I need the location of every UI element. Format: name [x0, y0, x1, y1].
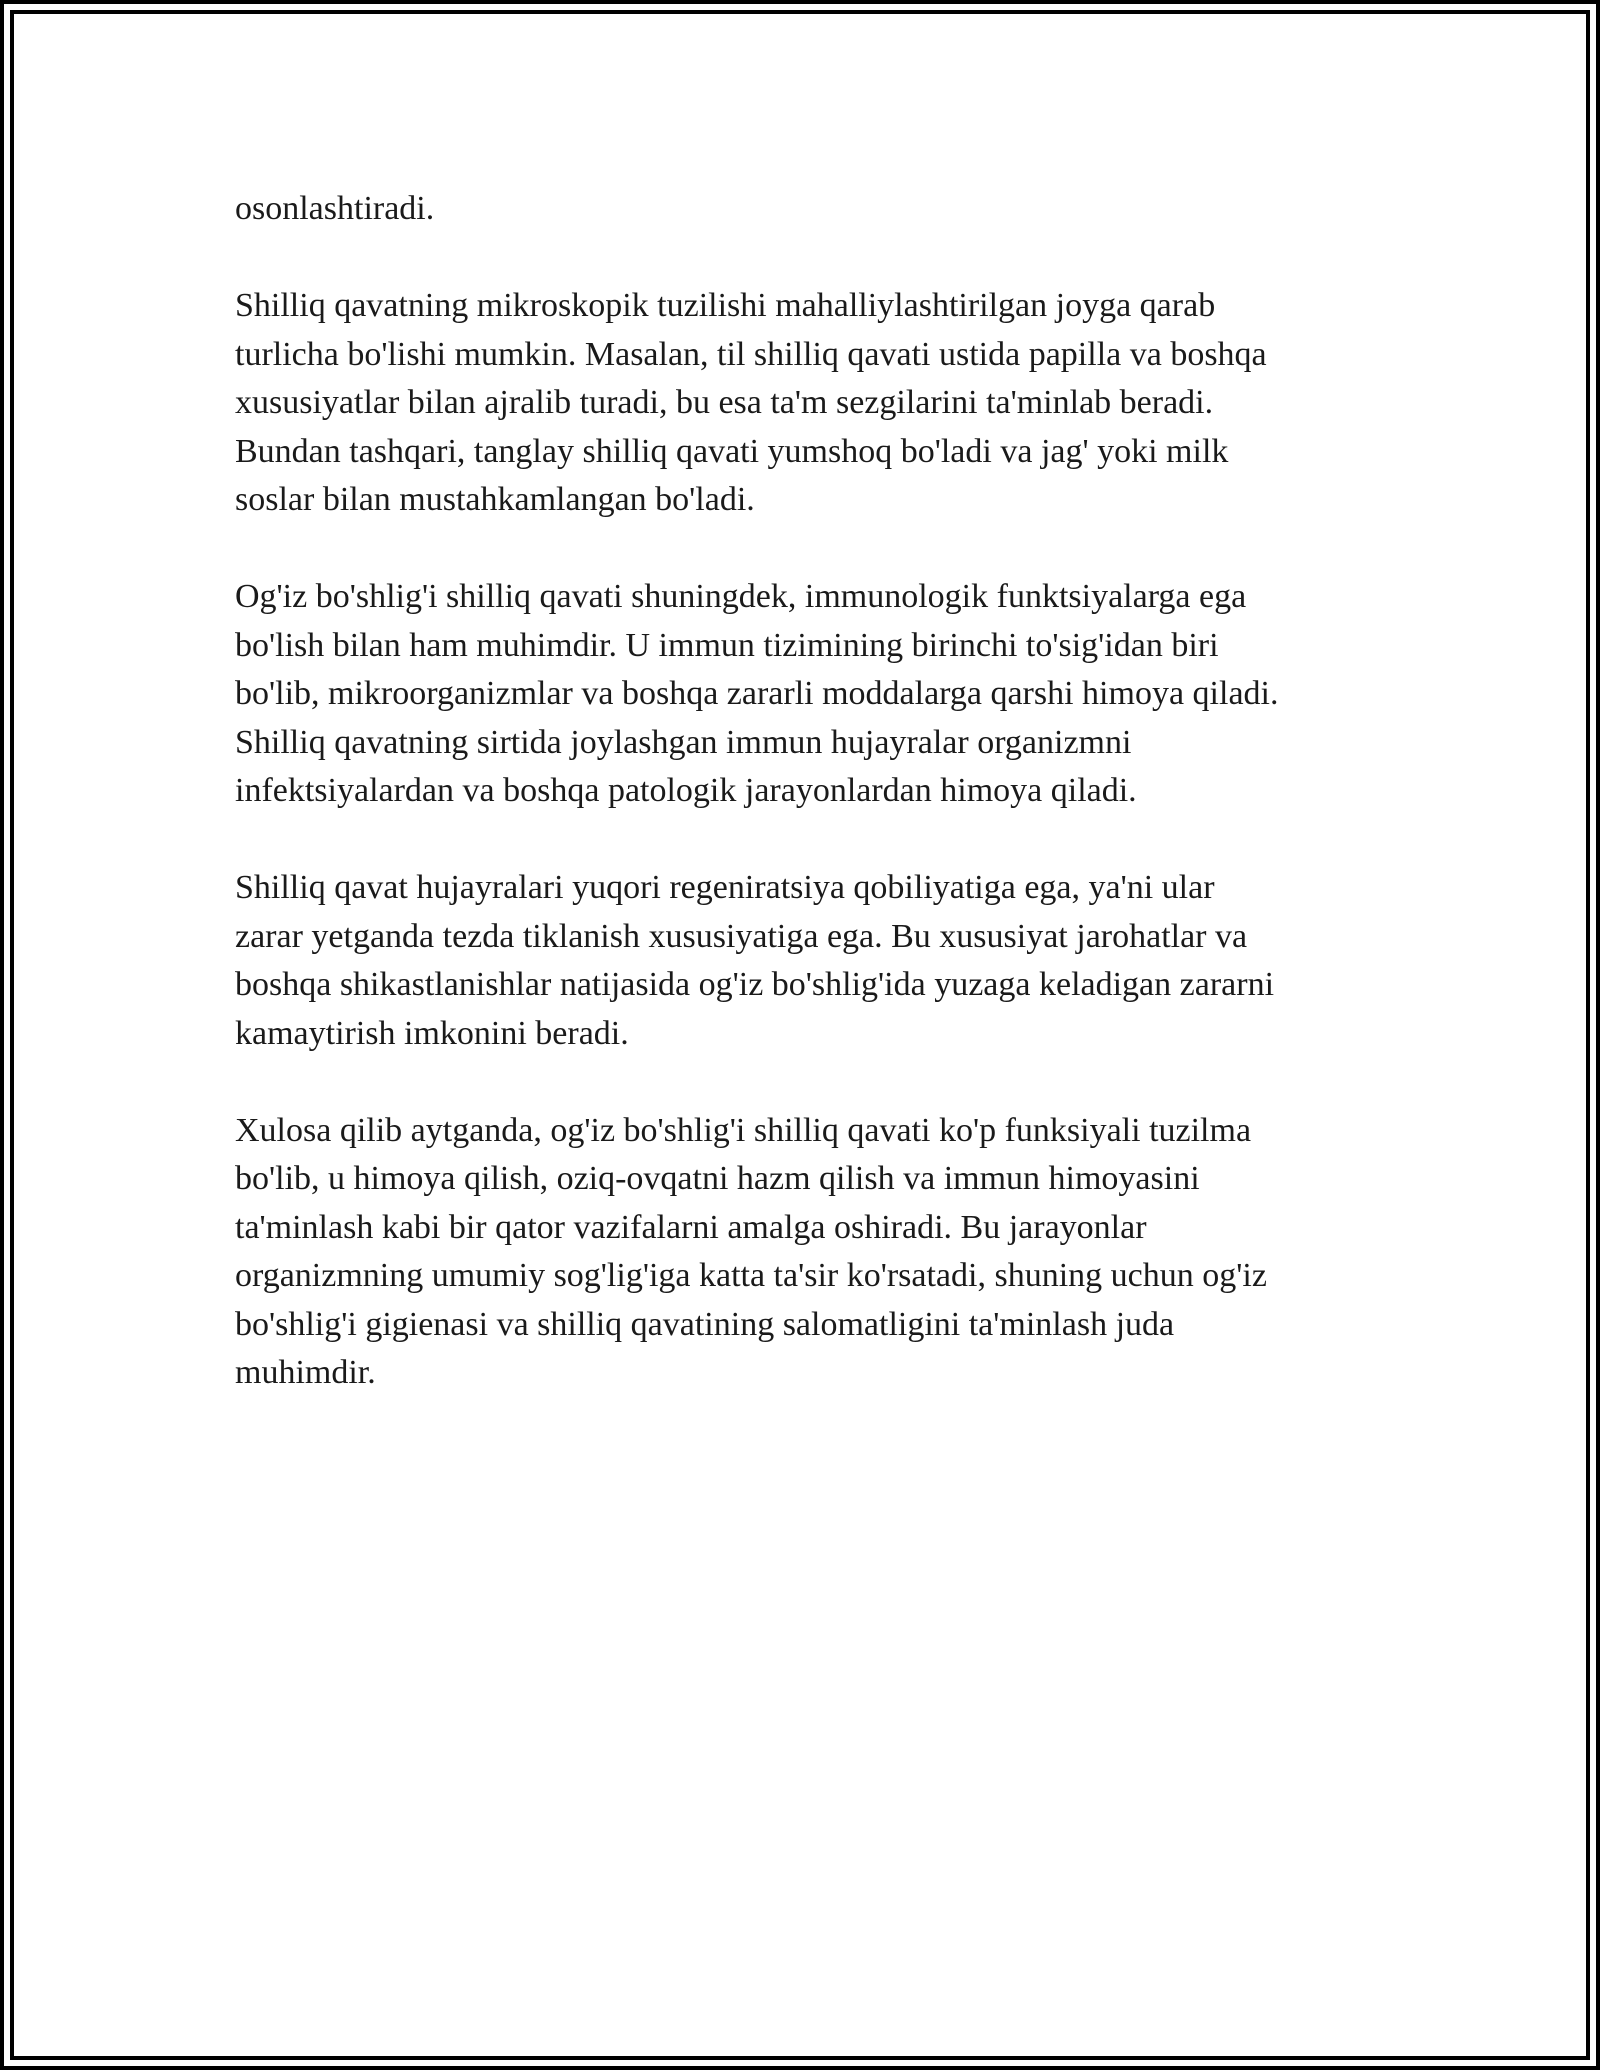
- paragraph-regeneration: Shilliq qavat hujayralari yuqori regeniratsiya qobiliyatiga ega, ya'ni ular zarar yetganda tezda tiklanish xususiyatiga ega. Bu xususiyat jarohatlar va boshqa shikastlanishlar natijasida og'iz bo'shlig'ida yuzaga keladigan zararni kamaytirish imkonini beradi.: [235, 869, 1275, 1052]
- document-body: [235, 185, 1375, 1446]
- paragraph-immunologic-function: Og'iz bo'shlig'i shilliq qavati shuningdek, immunologik funktsiyalarga ega bo'lish bilan ham muhimdir. U immun tizimining birinchi to'sig'idan biri bo'lib, mikroorganizmlar va boshqa zararli moddalarga qarshi himoya qiladi. Shilliq qavatning sirtida joylashgan immun hujayralar organizmni infektsiyalardan va boshqa patologik jarayonlardan himoya qiladi.: [235, 578, 1279, 809]
- paragraph-conclusion: Xulosa qilib aytganda, og'iz bo'shlig'i shilliq qavati ko'p funksiyali tuzilma bo'lib, u himoya qilish, oziq-ovqatni hazm qilish va immun himoyasini ta'minlash kabi bir qator vazifalarni amalga oshiradi. Bu jarayonlar organizmning umumiy sog'lig'iga katta ta'sir ko'rsatadi, shuning uchun og'iz bo'shlig'i gigienasi va shilliq qavatining salomatligini ta'minlash juda muhimdir.: [235, 1111, 1267, 1391]
- paragraph-microscopic-structure: Shilliq qavatning mikroskopik tuzilishi mahalliylashtirilgan joyga qarab turlicha bo'lishi mumkin. Masalan, til shilliq qavati ustida papilla va boshqa xususiyatlar bilan ajralib turadi, bu esa ta'm sezgilarini ta'minlab beradi. Bundan tashqari, tanglay shilliq qavati yumshoq bo'ladi va jag' yoki milk soslar bilan mustahkamlangan bo'ladi.: [235, 287, 1267, 518]
- paragraph-continuation: osonlashtiradi.: [235, 190, 435, 227]
